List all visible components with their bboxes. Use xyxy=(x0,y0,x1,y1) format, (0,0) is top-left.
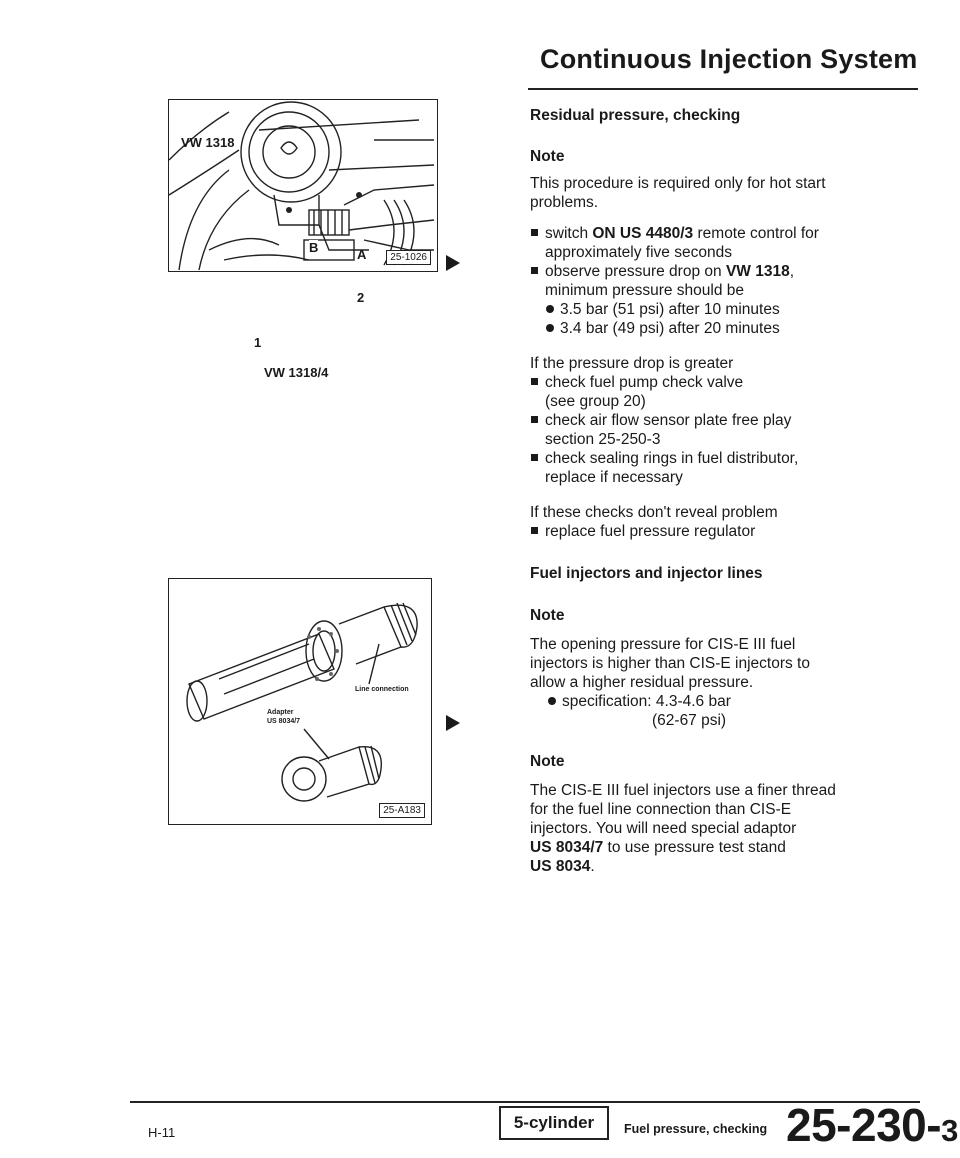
label-2: 2 xyxy=(357,290,365,305)
note-heading: Note xyxy=(530,148,565,165)
footer-caption: Fuel pressure, checking xyxy=(624,1122,768,1136)
note-heading: Note xyxy=(530,607,565,624)
note-heading: Note xyxy=(530,753,565,770)
text-line: The opening pressure for CIS-E III fuel xyxy=(530,636,796,653)
check-item-cont: replace if necessary xyxy=(545,469,683,486)
figure-pressure-gauge xyxy=(168,99,438,380)
figure-adapter xyxy=(168,578,432,825)
label-a: A xyxy=(357,247,367,262)
page-number-main: 25-230- xyxy=(786,1099,942,1151)
text-line: The CIS-E III fuel injectors use a finer thread xyxy=(530,782,836,799)
label-vw1318: VW 1318 xyxy=(181,135,235,150)
label-1: 1 xyxy=(254,335,262,350)
adapter-illustration xyxy=(169,579,431,824)
check-item: check air flow sensor plate free play xyxy=(530,411,930,430)
text-line: US 8034. xyxy=(530,858,595,875)
spec-label: specification: xyxy=(562,693,652,710)
text-line: US 8034/7 to use pressure test stand xyxy=(530,839,786,856)
text-line: injectors is higher than CIS-E injectors to xyxy=(530,655,810,672)
subpoint: 3.5 bar (51 psi) after 10 minutes xyxy=(544,300,930,319)
check-item: check sealing rings in fuel distributor, xyxy=(530,449,930,468)
label-line-connection: Line connection xyxy=(355,686,409,693)
label-b: B xyxy=(309,240,319,255)
section-heading: Fuel injectors and injector lines xyxy=(530,565,763,582)
check-item-cont: (see group 20) xyxy=(545,393,646,410)
intro-paragraph xyxy=(530,174,930,212)
text-line: injectors. You will need special adaptor xyxy=(530,820,797,837)
pressure-gauge-illustration xyxy=(169,100,437,271)
header-rule xyxy=(528,88,918,90)
footer-engine-badge: 5-cylinder xyxy=(499,1106,609,1140)
pointer-arrow xyxy=(446,255,460,271)
text-line: allow a higher residual pressure. xyxy=(530,674,754,691)
label-us-8034-7: US 8034/7 xyxy=(267,718,301,725)
specification-line xyxy=(546,692,930,711)
subpoint: 3.4 bar (49 psi) after 20 minutes xyxy=(544,319,930,338)
text-column xyxy=(530,106,930,876)
footer-code: H-11 xyxy=(148,1125,176,1140)
page-number-tail: 3 xyxy=(941,1113,958,1148)
figure-badge: 25-1026 xyxy=(386,250,431,265)
label-adapter: Adapter xyxy=(267,709,294,716)
text-line: problems. xyxy=(530,194,599,211)
section-heading: Residual pressure, checking xyxy=(530,107,741,124)
step-item-cont: approximately five seconds xyxy=(545,244,732,261)
condition-line: If the pressure drop is greater xyxy=(530,355,734,372)
page-title: Continuous Injection System xyxy=(540,44,918,74)
label-vw1318-4: VW 1318/4 xyxy=(264,365,329,380)
note-paragraph xyxy=(530,781,930,876)
check-item-cont: section 25-250-3 xyxy=(545,431,661,448)
spec-value-psi: (62-67 psi) xyxy=(652,712,727,729)
text-line: for the fuel line connection than CIS-E xyxy=(530,801,792,818)
text-line: This procedure is required only for hot start xyxy=(530,175,826,192)
check-item: check fuel pump check valve xyxy=(530,373,930,392)
page-number xyxy=(786,1098,958,1152)
replace-item: replace fuel pressure regulator xyxy=(530,522,930,541)
pointer-arrow xyxy=(446,715,460,731)
note-paragraph xyxy=(530,635,930,730)
step-item-cont: minimum pressure should be xyxy=(545,282,745,299)
figure-badge: 25-A183 xyxy=(379,803,425,818)
step-item: observe pressure drop on VW 1318, xyxy=(530,262,930,281)
spec-value: 4.3-4.6 bar xyxy=(655,693,731,710)
condition-line: If these checks don't reveal problem xyxy=(530,504,778,521)
step-item: switch ON US 4480/3 remote control for xyxy=(530,224,930,243)
